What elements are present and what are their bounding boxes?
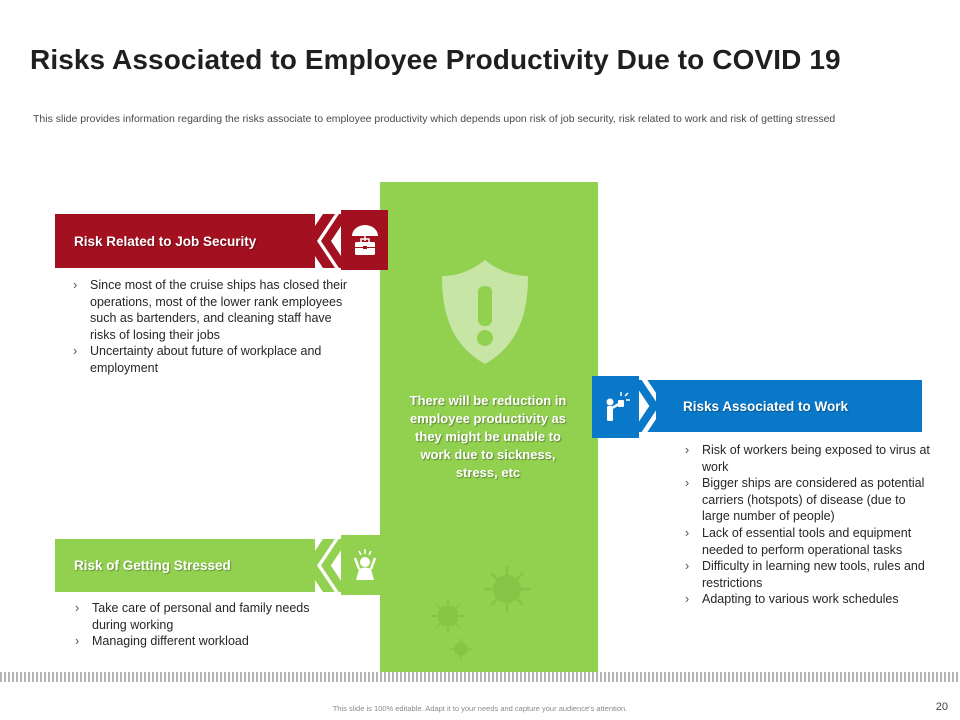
footer-note: This slide is 100% editable. Adapt it to your needs and capture your audience's attention. [332,704,628,713]
chevron-left-icon [303,214,341,268]
list-item: › Adapting to various work schedules [682,591,932,608]
list-item: › Take care of personal and family needs during working [72,600,332,633]
worker-sanitizing-icon [601,390,631,424]
stress-icon-box [341,535,388,595]
work-bullets [682,442,932,608]
banner-job-security [55,214,315,268]
stress-bullets [72,600,332,650]
banner-stress [55,539,315,592]
list-item: › Difficulty in learning new tools, rules and restrictions [682,558,932,591]
center-statement: There will be reduction in employee productivity as they might be unable to work due to sickness, stress, etc [409,393,567,480]
list-item: › Since most of the cruise ships has closed their operations, most of the lower rank employees such as bartenders, and cleaning staff have risks of losing their jobs [70,277,360,343]
banner-label: Risk of Getting Stressed [74,558,231,573]
shield-warning-icon [440,258,530,366]
list-item: › Managing different workload [72,633,332,650]
job-security-icon-box [341,210,388,270]
chevron-left-icon [303,539,341,592]
page-number: 20 [935,701,948,713]
page-subtitle: This slide provides information regarding the risks associate to employee productivity which depends upon risk of job security, risk related to work and risk of getting stressed [33,113,836,125]
list-item: › Lack of essential tools and equipment needed to perform operational tasks [682,525,932,558]
stressed-person-icon [350,548,380,582]
banner-label: Risk Related to Job Security [74,233,257,249]
banner-work [656,380,922,432]
virus-icon [448,636,474,662]
umbrella-briefcase-icon [350,223,380,257]
footer-stripe-divider [0,672,960,682]
virus-icon [428,596,468,636]
work-icon-box [592,376,639,438]
virus-icon [480,562,534,616]
list-item: › Bigger ships are considered as potential carriers (hotspots) of disease (due to large number of people) [682,475,932,525]
banner-label: Risks Associated to Work [683,398,849,414]
job-security-bullets [70,277,360,377]
list-item: › Risk of workers being exposed to virus at work [682,442,932,475]
list-item: › Uncertainty about future of workplace and employment [70,343,360,376]
page-title: Risks Associated to Employee Productivity Due to COVID 19 [30,44,841,75]
